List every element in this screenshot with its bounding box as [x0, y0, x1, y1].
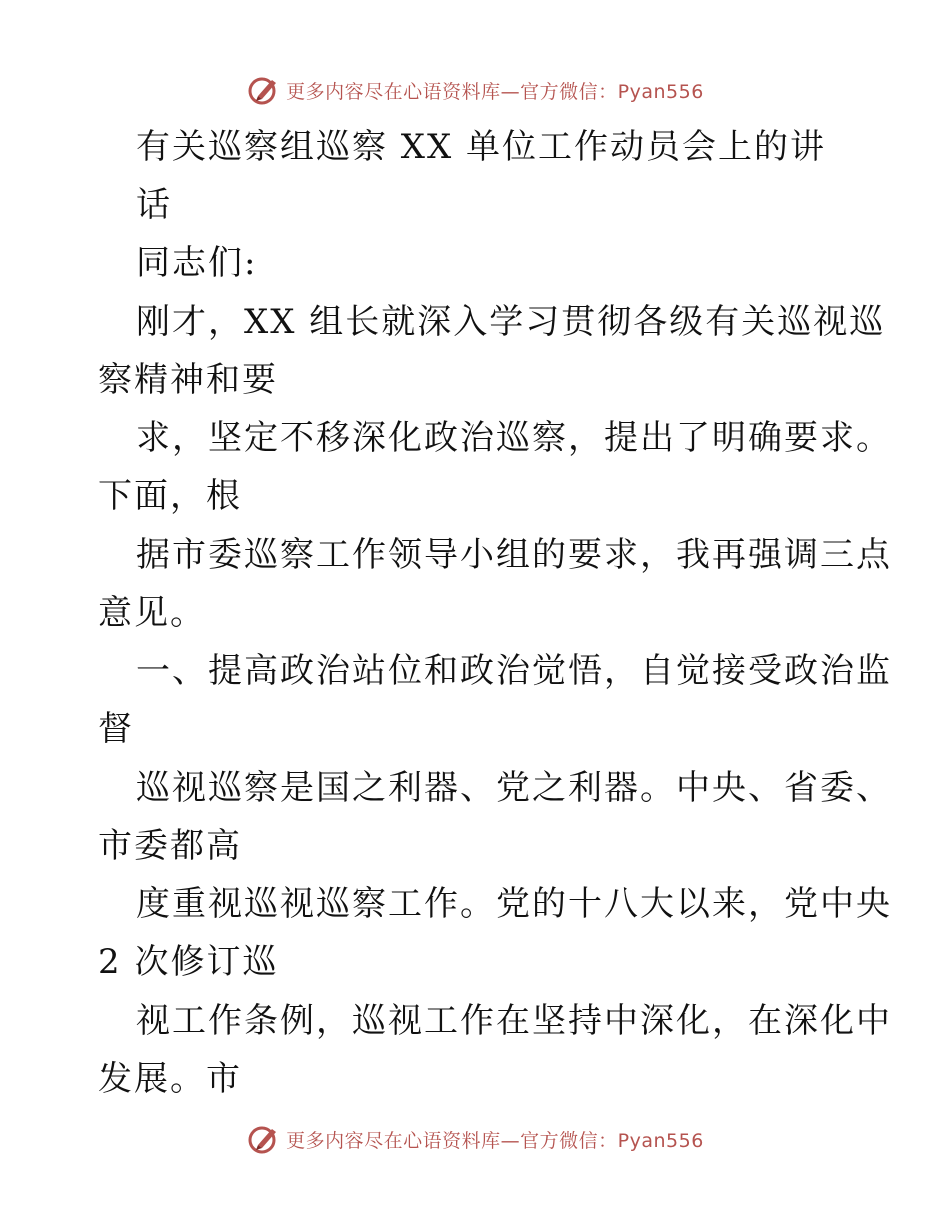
- header-watermark: [0, 70, 950, 110]
- doc-line: 市委都高: [98, 826, 242, 866]
- footer-watermark: [0, 1119, 950, 1159]
- doc-line: 巡视巡察是国之利器、党之利器。中央、省委、: [136, 768, 892, 808]
- watermark-text: 更多内容尽在心语资料库—官方微信：Pyan556: [286, 1129, 704, 1152]
- doc-line: 下面，根: [98, 476, 242, 516]
- pen-logo-icon: [246, 72, 282, 108]
- doc-line: 视工作条例，巡视工作在坚持中深化，在深化中: [136, 1001, 892, 1041]
- doc-line: 发展。市: [98, 1059, 242, 1099]
- doc-section-heading-cont: 督: [98, 709, 134, 749]
- doc-line: 度重视巡视巡察工作。党的十八大以来，党中央: [136, 884, 892, 924]
- doc-line: 察精神和要: [98, 360, 278, 400]
- pen-logo-icon: [246, 1121, 282, 1157]
- doc-line: 据市委巡察工作领导小组的要求，我再强调三点: [136, 535, 892, 575]
- doc-line: 求，坚定不移深化政治巡察，提出了明确要求。: [136, 418, 892, 458]
- doc-line: 2 次修订巡: [98, 942, 279, 982]
- doc-line: 意见。: [98, 593, 206, 633]
- doc-section-heading: 一、提高政治站位和政治觉悟，自觉接受政治监: [136, 651, 892, 691]
- watermark-text: 更多内容尽在心语资料库—官方微信：Pyan556: [286, 80, 704, 103]
- doc-line: 刚才，XX 组长就深入学习贯彻各级有关巡视巡: [136, 302, 886, 342]
- doc-title-line-2: 话: [136, 185, 172, 225]
- doc-salutation: 同志们:: [136, 243, 258, 283]
- doc-title-line-1: 有关巡察组巡察 XX 单位工作动员会上的讲: [136, 127, 827, 167]
